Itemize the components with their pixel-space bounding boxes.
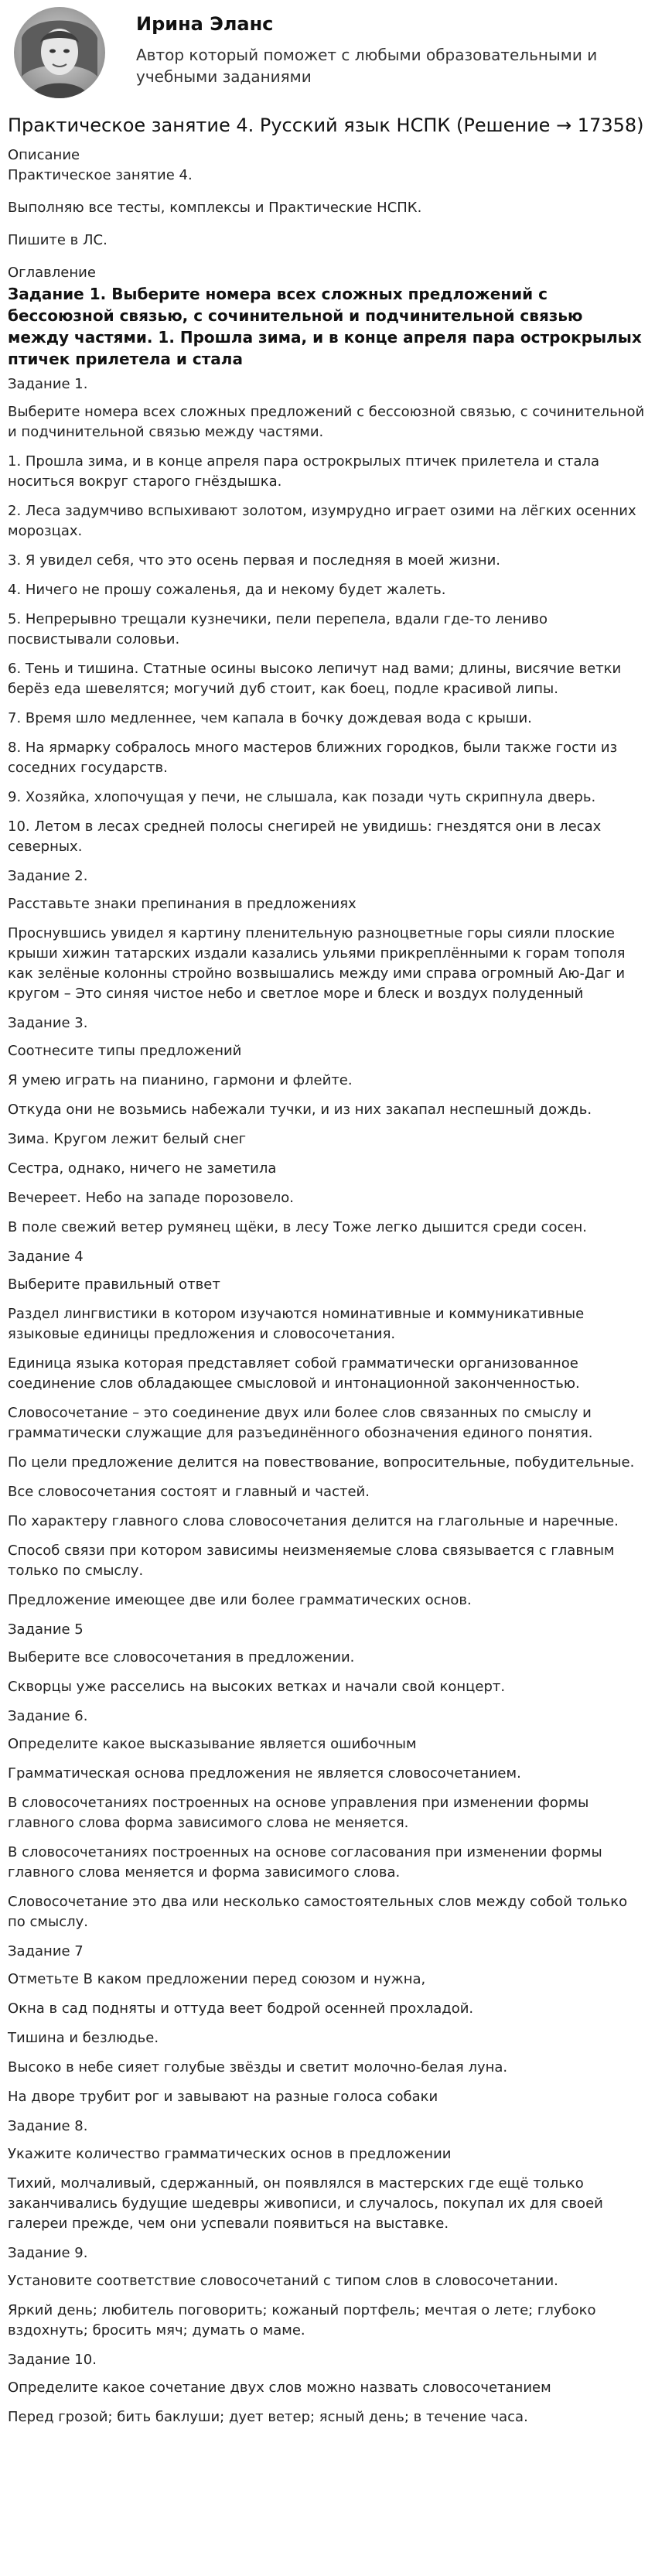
task-option: Сестра, однако, ничего не заметила [8, 1160, 277, 1177]
task-option: 4. Ничего не прошу сожаленья, да и некому будет жалеть. [8, 582, 446, 598]
task-question: Определите какое сочетание двух слов можно назвать словосочетанием [8, 2380, 551, 2396]
task-option: Зима. Кругом лежит белый снег [8, 1131, 247, 1147]
task-question: Определите какое высказывание является ошибочным [8, 1736, 417, 1752]
task-option: Раздел лингвистики в котором изучаются номинативные и коммуникативные языковые единицы предложения и словосочетания. [8, 1306, 585, 1342]
task-section [8, 2116, 647, 2234]
task-section [8, 1620, 647, 1697]
task-option: Единица языка которая представляет собой грамматически организованное соединение слов обладающее смысловой и интонационной законченностью. [8, 1355, 580, 1392]
task-option: Я умею играть на пианино, гармони и флейте. [8, 1072, 353, 1088]
task-section [8, 866, 647, 1004]
task-option: 10. Летом в лесах средней полосы снегирей не увидишь: гнездятся они в лесах северных. [8, 818, 602, 855]
task-option: Окна в сад подняты и оттуда веет бодрой осенней прохладой. [8, 2000, 474, 2017]
toc-label: Оглавление [8, 265, 96, 281]
toc-heading[interactable]: Задание 1. Выберите номера всех сложных предложений с бессоюзной связью, с сочинительной и подчинительной связью между частями. 1. Прошла зима, и в конце апреля пара острокрылых птичек прилетела и стала [8, 285, 642, 368]
task-question: Выберите номера всех сложных предложений с бессоюзной связью, с сочинительной и подчинительной связью между частями. [8, 404, 645, 440]
task-option: Яркий день; любитель поговорить; кожаный портфель; мечтая о лете; глубоко вздохнуть; бросить мяч; думать о маме. [8, 2302, 596, 2339]
task-option: Грамматическая основа предложения не является словосочетанием. [8, 1765, 521, 1782]
task-section [8, 1707, 647, 1932]
task-option: По цели предложение делится на повествование, вопросительные, побудительные. [8, 1454, 635, 1471]
task-section [8, 1013, 647, 1238]
task-title: Задание 7 [8, 1943, 84, 1959]
task-option: В словосочетаниях построенных на основе согласования при изменении формы главного слова меняется и форма зависимого слова. [8, 1844, 602, 1881]
task-section [8, 1942, 647, 2107]
task-option: 3. Я увидел себя, что это осень первая и последняя в моей жизни. [8, 552, 501, 569]
task-section [8, 2350, 647, 2427]
description-line: Практическое занятие 4. [8, 167, 193, 183]
task-title: Задание 6. [8, 1708, 88, 1724]
task-option: Все словосочетания состоят и главный и частей. [8, 1484, 370, 1500]
task-option: 1. Прошла зима, и в конце апреля пара острокрылых птичек прилетела и стала носиться вокруг старого гнёздышка. [8, 453, 600, 490]
description-section [8, 145, 647, 370]
task-option: Предложение имеющее две или более грамматических основ. [8, 1592, 472, 1608]
author-bio: Автор который поможет с любыми образовательными и учебными заданиями [136, 46, 598, 86]
task-title: Задание 1. [8, 376, 88, 392]
task-title: Задание 2. [8, 868, 88, 884]
task-title: Задание 5 [8, 1621, 84, 1638]
task-option: На дворе трубит рог и завывают на разные голоса собаки [8, 2089, 438, 2105]
task-question: Соотнесите типы предложений [8, 1043, 242, 1059]
task-option: Способ связи при котором зависимы неизменяемые слова связывается с главным только по смыслу. [8, 1543, 615, 1579]
task-option: Тихий, молчаливый, сдержанный, он появлялся в мастерских где ещё только заканчивались будущие шедевры живописи, и случалось, покупал их для своей галереи прежде, чем они успевали появиться на выставке. [8, 2175, 603, 2232]
task-section [8, 374, 647, 857]
task-option: Скворцы уже расселись на высоких ветках и начали свой концерт. [8, 1679, 506, 1695]
task-option: В поле свежий ветер румянец щёки, в лесу Тоже легко дышится среди сосен. [8, 1219, 588, 1235]
task-option: 5. Непрерывно трещали кузнечики, пели перепела, вдали где-то лениво посвистывали соловьи. [8, 611, 548, 647]
task-option: По характеру главного слова словосочетания делится на глагольные и наречные. [8, 1513, 619, 1529]
task-title: Задание 3. [8, 1015, 88, 1031]
task-option: Проснувшись увидел я картину пленительную разноцветные горы сияли плоские крыши хижин татарских издали казались ульями прикреплёнными к горам тополя как зелёные колонны стройно возвышались между ими справа огромный Аю-Даг и кругом – Это синяя чистое небо и светлое море и блеск и воздух полуденный [8, 925, 626, 1002]
task-option: 6. Тень и тишина. Статные осины высоко лепичут над вами; длины, висячие ветки берёз еда шевелятся; могучий дуб стоит, как боец, подле красивой липы. [8, 661, 622, 697]
task-question: Отметьте В каком предложении перед союзом и нужна, [8, 1971, 426, 1987]
task-option: Тишина и безлюдье. [8, 2030, 159, 2046]
task-question: Выберите правильный ответ [8, 1276, 220, 1293]
task-title: Задание 4 [8, 1249, 84, 1265]
author-name[interactable]: Ирина Эланс [136, 13, 274, 35]
task-title: Задание 9. [8, 2245, 88, 2261]
task-section [8, 1247, 647, 1611]
task-question: Расставьте знаки препинания в предложениях [8, 896, 356, 912]
tasks-list [8, 374, 647, 2427]
task-question: Выберите все словосочетания в предложении. [8, 1649, 355, 1666]
task-question: Установите соответствие словосочетаний с типом слов в словосочетании. [8, 2273, 558, 2289]
task-option: Словосочетание – это соединение двух или более слов связанных по смыслу и грамматически служащие для разъединённого обозначения единого понятия. [8, 1405, 593, 1441]
task-option: 8. На ярмарку собралось много мастеров ближних городков, были также гости из соседних государств. [8, 740, 618, 776]
task-option: Высоко в небе сияет голубые звёзды и светит молочно-белая луна. [8, 2059, 508, 2075]
task-title: Задание 8. [8, 2118, 88, 2134]
task-title: Задание 10. [8, 2352, 97, 2368]
task-option: В словосочетаниях построенных на основе управления при изменении формы главного слова форма зависимого слова не меняется. [8, 1795, 589, 1831]
task-section [8, 2243, 647, 2341]
author-card [8, 0, 647, 105]
description-line: Пишите в ЛС. [8, 232, 107, 248]
task-question: Укажите количество грамматических основ в предложении [8, 2146, 452, 2162]
task-option: Откуда они не возьмись набежали тучки, и из них закапал неспешный дождь. [8, 1102, 592, 1118]
task-option: 9. Хозяйка, хлопочущая у печи, не слышала, как позади чуть скрипнула дверь. [8, 789, 596, 805]
page-title: Практическое занятие 4. Русский язык НСПК (Решение → 17358) [8, 114, 644, 136]
task-option: 7. Время шло медленнее, чем капала в бочку дождевая вода с крыши. [8, 710, 532, 726]
task-option: 2. Леса задумчиво вспыхивают золотом, изумрудно играет озими на лёгких осенних морозцах. [8, 503, 636, 539]
description-line: Выполняю все тесты, комплексы и Практические НСПК. [8, 200, 422, 216]
task-option: Словосочетание это два или несколько самостоятельных слов между собой только по смыслу. [8, 1894, 628, 1930]
task-option: Вечереет. Небо на западе порозовело. [8, 1190, 294, 1206]
avatar-photo [14, 7, 105, 98]
task-option: Перед грозой; бить баклуши; дует ветер; ясный день; в течение часа. [8, 2409, 528, 2425]
description-label: Описание [8, 147, 80, 163]
avatar[interactable] [14, 7, 105, 98]
